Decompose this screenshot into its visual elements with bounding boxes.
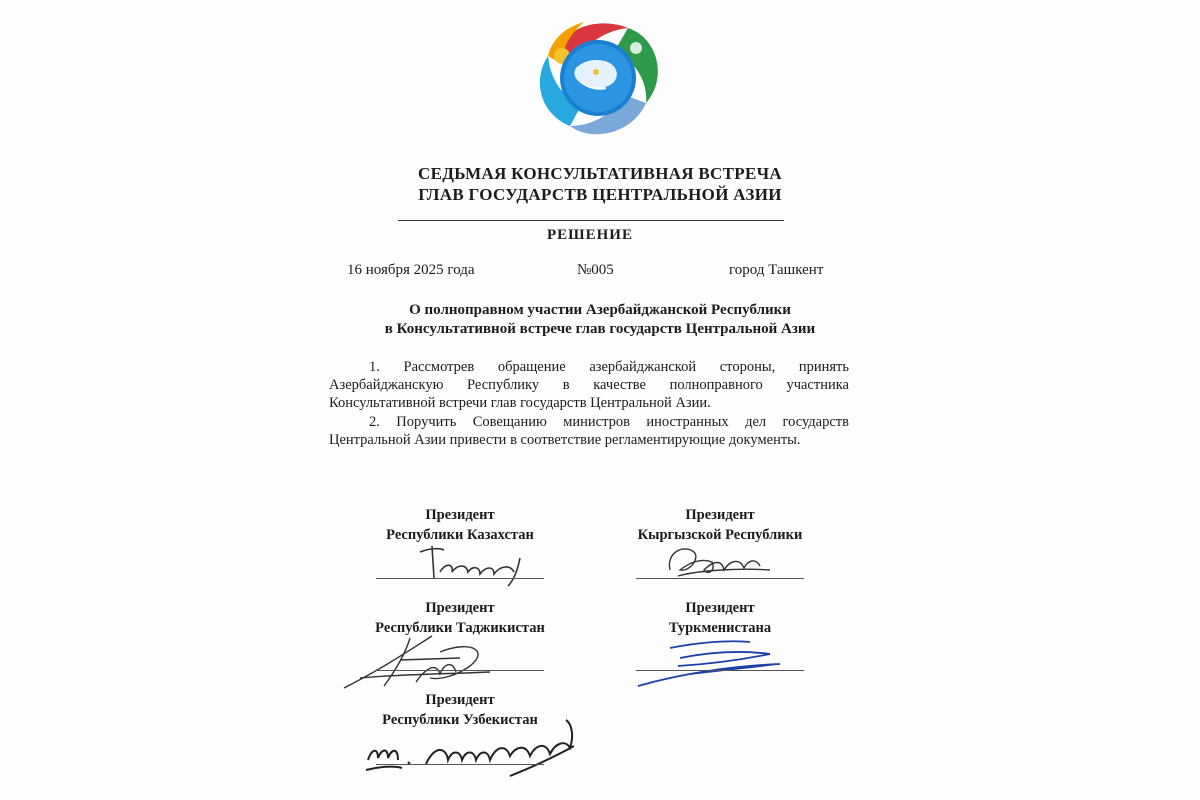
title-line-1: СЕДЬМАЯ КОНСУЛЬТАТИВНАЯ ВСТРЕЧА [418,164,782,183]
signatory-country: Республики Казахстан [386,527,534,543]
document-place: город Ташкент [729,262,824,278]
paragraph-2-text: 2. Поручить Совещанию министров иностранных дел государств Центральной Азии привести в соответствие регламентирующие документы. [329,414,849,448]
subject-line-2: в Консультативной встрече глав государств Центральной Азии [384,321,816,337]
signature-tajikistan [340,630,500,695]
signatory-country: Туркменистана [668,620,772,636]
signatory-title: Президент [425,507,495,523]
signature-line-kazakhstan [376,578,544,579]
signature-line-turkmenistan [636,670,804,671]
document-number: №005 [577,262,614,278]
signatory-country: Республики Узбекистан [382,712,538,728]
title-divider [398,220,784,221]
signatory-turkmenistan [610,598,830,638]
signatory-title: Президент [685,507,755,523]
signature-kazakhstan [410,538,550,588]
signature-turkmenistan [630,634,790,694]
signatory-country: Республики Таджикистан [375,620,545,636]
title-line-2: ГЛАВ ГОСУДАРСТВ ЦЕНТРАЛЬНОЙ АЗИИ [418,185,782,204]
signatory-title: Президент [685,600,755,616]
signature-uzbekistan [360,716,590,786]
signatory-kyrgyzstan [610,505,830,545]
subject-line-1: О полноправном участии Азербайджанской Республики [409,302,791,318]
summit-emblem-logo [518,8,678,148]
paragraph-2 [329,413,849,449]
signatory-country: Кыргызской Республики [637,527,803,543]
signature-line-tajikistan [376,670,544,671]
paragraph-1 [329,358,849,412]
signature-line-kyrgyzstan [636,578,804,579]
signatory-title: Президент [425,600,495,616]
document-type-heading: РЕШЕНИЕ [547,227,633,243]
signatory-title: Президент [425,692,495,708]
document-date: 16 ноября 2025 года [347,262,475,278]
paragraph-1-text: 1. Рассмотрев обращение азербайджанской стороны, принять Азербайджанскую Республику в качестве полноправного участника Консультативной встречи глав государств Центральной Азии. [329,359,849,411]
signature-line-uzbekistan [376,764,544,765]
